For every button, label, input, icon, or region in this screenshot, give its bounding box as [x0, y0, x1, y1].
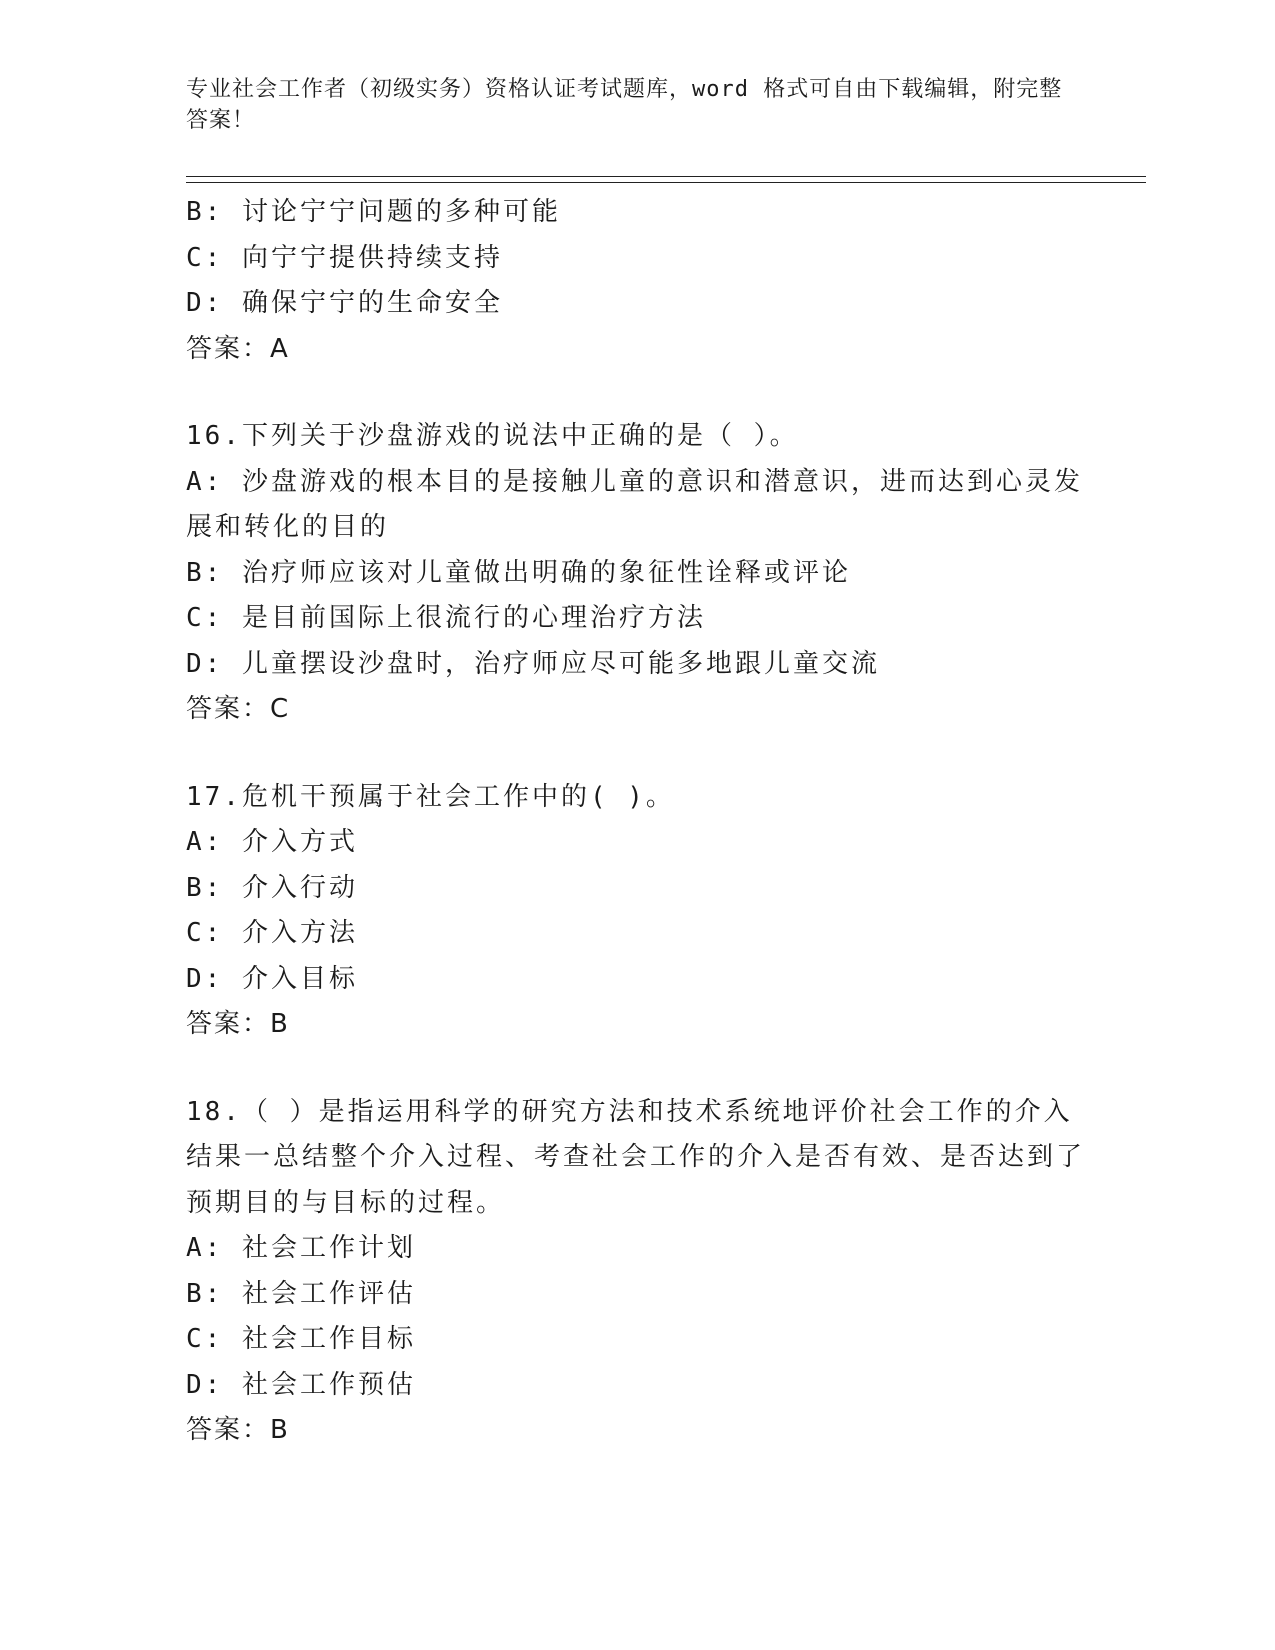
option-c: C: 是目前国际上很流行的心理治疗方法 [186, 603, 706, 633]
question-text: 17.危机干预属于社会工作中的( )。 [186, 781, 675, 812]
spacer [186, 372, 1086, 414]
question-17 [186, 775, 1086, 1048]
answer-line: 答案：C [186, 694, 291, 724]
option-d: D: 社会工作预估 [186, 1369, 416, 1400]
question-text: 16.下列关于沙盘游戏的说法中正确的是（ ）。 [186, 421, 799, 451]
question-16 [186, 414, 1086, 733]
document-body [186, 190, 1086, 1454]
option-c: C: 向宁宁提供持续支持 [186, 242, 503, 273]
option-d: D: 儿童摆设沙盘时，治疗师应尽可能多地跟儿童交流 [186, 648, 880, 679]
option-b: B: 治疗师应该对儿童做出明确的象征性诠释或评论 [186, 557, 851, 588]
page-header: 专业社会工作者（初级实务）资格认证考试题库，word 格式可自由下载编辑，附完整答案！ [186, 77, 1063, 133]
spacer [186, 733, 1086, 775]
option-a: A: 介入方式 [186, 827, 358, 857]
spacer [186, 1048, 1086, 1090]
option-b: B: 社会工作评估 [186, 1278, 416, 1309]
option-b: B: 介入行动 [186, 872, 358, 903]
answer-line: 答案：B [186, 1009, 290, 1039]
option-c: C: 介入方法 [186, 918, 358, 948]
option-a: A: 社会工作计划 [186, 1233, 416, 1263]
answer-line: 答案：B [186, 1415, 290, 1445]
option-b: B: 讨论宁宁问题的多种可能 [186, 197, 561, 227]
header-divider [186, 176, 1146, 183]
option-d: D: 确保宁宁的生命安全 [186, 288, 503, 318]
option-a: A: 沙盘游戏的根本目的是接触儿童的意识和潜意识，进而达到心灵发展和转化的目的 [186, 466, 1083, 542]
question-fragment [186, 190, 1086, 372]
option-d: D: 介入目标 [186, 963, 358, 994]
question-18 [186, 1090, 1086, 1454]
question-text: 18.（ ）是指运用科学的研究方法和技术系统地评价社会工作的介入结果一总结整个介入过程、考查社会工作的介入是否有效、是否达到了预期目的与目标的过程。 [186, 1096, 1086, 1218]
answer-line: 答案：A [186, 333, 290, 364]
option-c: C: 社会工作目标 [186, 1324, 416, 1354]
